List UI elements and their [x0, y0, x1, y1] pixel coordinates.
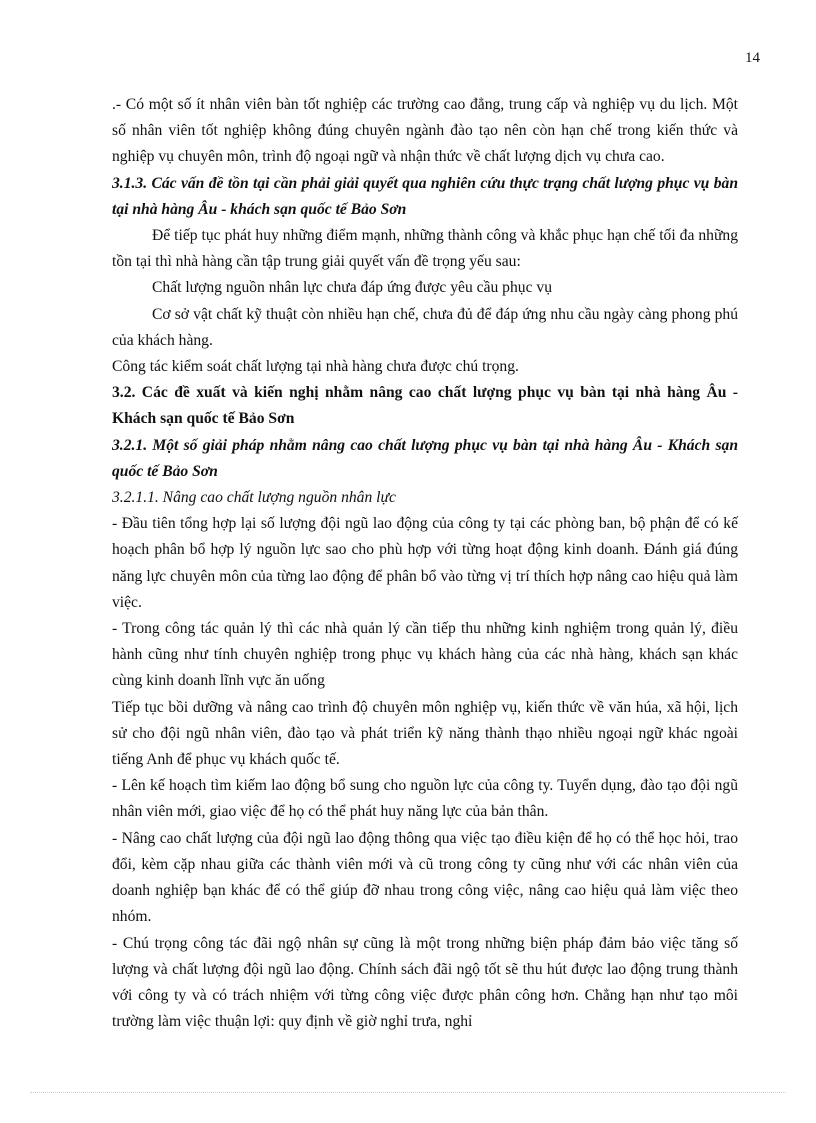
- issue-item-facilities: Cơ sở vật chất kỹ thuật còn nhiều hạn chế, chưa đủ để đáp ứng nhu cầu ngày càng phong phú của khách hàng.: [112, 305, 738, 349]
- heading-3-2-1-1: 3.2.1.1. Nâng cao chất lượng nguồn nhân lực: [112, 489, 396, 507]
- paragraph-training: Tiếp tục bồi dưỡng và nâng cao trình độ chuyên môn nghiệp vụ, kiến thức về văn húa, xã hội, lịch sử cho đội ngũ nhân viên, đào tạo và phát triển kỹ năng thành thạo nhiều ngoại ngữ khác ngoài tiếng Anh để phục vụ khách quốc tế.: [112, 698, 738, 769]
- issue-item-quality-control: Công tác kiểm soát chất lượng tại nhà hàng chưa được chú trọng.: [112, 358, 519, 376]
- heading-3-2: 3.2. Các đề xuất và kiến nghị nhằm nâng cao chất lượng phục vụ bàn tại nhà hàng Âu - Khách sạn quốc tế Bảo Sơn: [112, 384, 738, 428]
- document-body: [112, 92, 738, 1035]
- heading-3-2-1: 3.2.1. Một số giải pháp nhằm nâng cao chất lượng phục vụ bàn tại nhà hàng Âu - Khách sạn quốc tế Bảo Sơn: [112, 436, 738, 480]
- paragraph-staff-qualification: .- Có một số ít nhân viên bàn tốt nghiệp các trường cao đẳng, trung cấp và nghiệp vụ du lịch. Một số nhân viên tốt nghiệp không đúng chuyên ngành đào tạo nên còn hạn chế trong kiến thức và nghiệp vụ chuyên môn, trình độ ngoại ngữ và nhận thức về chất lượng dịch vụ chưa cao.: [112, 96, 738, 166]
- issue-item-human-resources: Chất lượng nguồn nhân lực chưa đáp ứng được yêu cầu phục vụ: [152, 279, 552, 297]
- paragraph-workforce-allocation: - Đầu tiên tổng hợp lại số lượng đội ngũ lao động của công ty tại các phòng ban, bộ phận để có kế hoạch phân bổ hợp lý nguồn lực sao cho phù hợp với từng hoạt động kinh doanh. Đánh giá đúng năng lực chuyên môn của từng lao động để phân bổ vào từng vị trí thích hợp nâng cao hiệu quả làm việc.: [112, 515, 738, 611]
- paragraph-teamwork: - Nâng cao chất lượng của đội ngũ lao động thông qua việc tạo điều kiện để họ có thể học hỏi, trao đổi, kèm cặp nhau giữa các thành viên mới và cũ trong công ty cũng như với các nhân viên của doanh nghiệp bạn khác để có thể giúp đỡ nhau trong công việc, nâng cao hiệu quả làm việc theo nhóm.: [112, 829, 738, 926]
- paragraph-intro-issues: Để tiếp tục phát huy những điểm mạnh, những thành công và khắc phục hạn chế tối đa những tồn tại thì nhà hàng cần tập trung giải quyết vấn đề trọng yếu sau:: [112, 227, 738, 271]
- paragraph-recruitment: - Lên kế hoạch tìm kiếm lao động bổ sung cho nguồn lực của công ty. Tuyển dụng, đào tạo đội ngũ nhân viên mới, giao việc để họ có thể phát huy năng lực của bản thân.: [112, 777, 738, 821]
- heading-3-1-3: 3.1.3. Các vấn đề tồn tại cần phải giải quyết qua nghiên cứu thực trạng chất lượng phục vụ bàn tại nhà hàng Âu - khách sạn quốc tế Bảo Sơn: [112, 174, 738, 218]
- paragraph-compensation: - Chú trọng công tác đãi ngộ nhân sự cũng là một trong những biện pháp đảm bảo việc tăng số lượng và chất lượng đội ngũ lao động. Chính sách đãi ngộ tốt sẽ thu hút được lao động trung thành với công ty và có trách nhiệm với từng công việc được phân công hơn. Chẳng hạn như tạo môi trường làm việc thuận lợi: quy định về giờ nghỉ trưa, nghỉ: [112, 934, 738, 1031]
- page-number: 14: [745, 50, 760, 66]
- page-bottom-divider: [30, 1092, 786, 1093]
- paragraph-management-experience: - Trong công tác quản lý thì các nhà quản lý cần tiếp thu những kinh nghiệm trong quản lý, điều hành cũng như tính chuyên nghiệp trong phục vụ khách hàng của các nhà hàng, khách sạn khác cùng kinh doanh lĩnh vực ăn uống: [112, 620, 738, 690]
